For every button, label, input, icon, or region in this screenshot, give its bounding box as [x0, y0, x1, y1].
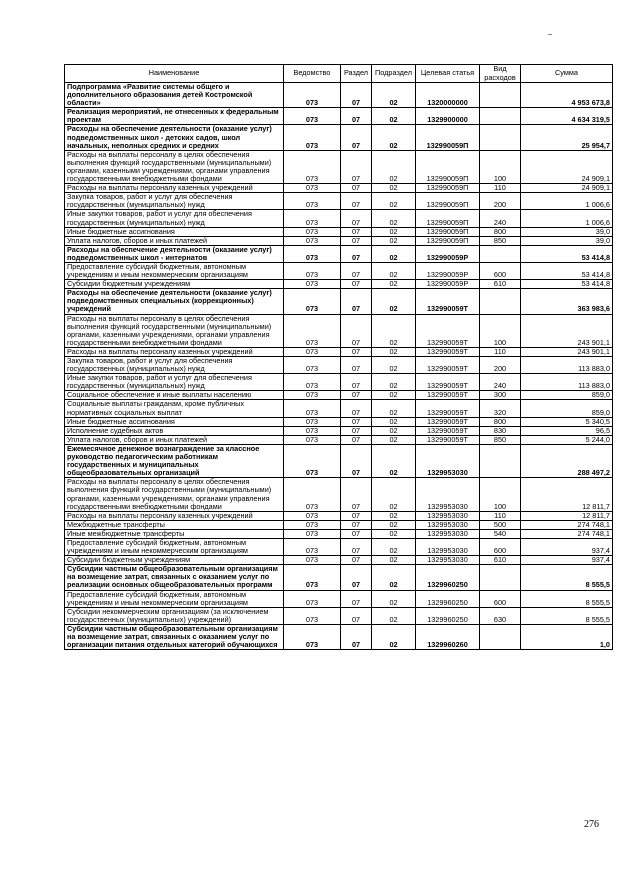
table-row — [65, 262, 613, 279]
row-sum: 243 901,1 — [521, 314, 613, 347]
row-podrazdel: 02 — [372, 400, 416, 417]
row-expense-type: 800 — [480, 227, 521, 236]
row-name: Расходы на выплаты персоналу казенных учреждений — [65, 347, 284, 356]
row-target-article: 132990059Т — [416, 435, 480, 444]
table-body — [65, 83, 613, 650]
table-row — [65, 83, 613, 108]
row-vedomstvo: 073 — [284, 607, 341, 624]
row-name: Иные межбюджетные трансферты — [65, 529, 284, 538]
row-razdel: 07 — [341, 108, 372, 125]
row-razdel: 07 — [341, 520, 372, 529]
table-row — [65, 556, 613, 565]
row-expense-type — [480, 289, 521, 314]
row-sum: 113 883,0 — [521, 374, 613, 391]
budget-sheet — [64, 64, 612, 650]
row-target-article: 132990059П — [416, 150, 480, 183]
row-expense-type: 240 — [480, 374, 521, 391]
row-razdel: 07 — [341, 444, 372, 477]
row-podrazdel: 02 — [372, 520, 416, 529]
row-razdel: 07 — [341, 125, 372, 150]
table-row — [65, 624, 613, 649]
row-expense-type: 100 — [480, 150, 521, 183]
row-vedomstvo: 073 — [284, 624, 341, 649]
row-razdel: 07 — [341, 391, 372, 400]
row-razdel: 07 — [341, 193, 372, 210]
row-target-article: 132990059П — [416, 184, 480, 193]
table-header-row — [65, 65, 613, 83]
row-razdel: 07 — [341, 314, 372, 347]
row-razdel: 07 — [341, 607, 372, 624]
row-razdel: 07 — [341, 184, 372, 193]
row-vedomstvo: 073 — [284, 227, 341, 236]
row-name: Субсидии частным общеобразовательным организациям на возмещение затрат, связанных с оказанием услуг по реализации основных общеобразовательных программ — [65, 565, 284, 590]
row-vedomstvo: 073 — [284, 417, 341, 426]
row-razdel: 07 — [341, 347, 372, 356]
row-podrazdel: 02 — [372, 108, 416, 125]
row-razdel: 07 — [341, 245, 372, 262]
row-vedomstvo: 073 — [284, 236, 341, 245]
row-name: Иные бюджетные ассигнования — [65, 417, 284, 426]
row-sum: 1 006,6 — [521, 210, 613, 227]
table-row — [65, 314, 613, 347]
row-target-article: 1329960260 — [416, 624, 480, 649]
row-target-article: 1329960250 — [416, 607, 480, 624]
row-sum: 274 748,1 — [521, 529, 613, 538]
row-name: Межбюджетные трансферты — [65, 520, 284, 529]
header-target-article: Целевая статья — [416, 65, 480, 83]
row-vedomstvo: 073 — [284, 184, 341, 193]
row-podrazdel: 02 — [372, 444, 416, 477]
row-sum: 53 414,8 — [521, 262, 613, 279]
row-vedomstvo: 073 — [284, 125, 341, 150]
row-target-article: 132990059П — [416, 210, 480, 227]
row-target-article: 132990059Т — [416, 347, 480, 356]
table-row — [65, 193, 613, 210]
row-sum: 4 953 673,8 — [521, 83, 613, 108]
row-expense-type: 200 — [480, 357, 521, 374]
row-vedomstvo: 073 — [284, 538, 341, 555]
row-name: Расходы на выплаты персоналу казенных учреждений — [65, 184, 284, 193]
row-sum: 243 901,1 — [521, 347, 613, 356]
row-target-article: 1329953030 — [416, 520, 480, 529]
row-podrazdel: 02 — [372, 426, 416, 435]
row-target-article: 1329953030 — [416, 478, 480, 511]
row-podrazdel: 02 — [372, 478, 416, 511]
row-expense-type: 240 — [480, 210, 521, 227]
row-target-article: 1329900000 — [416, 108, 480, 125]
row-podrazdel: 02 — [372, 347, 416, 356]
row-vedomstvo: 073 — [284, 391, 341, 400]
row-podrazdel: 02 — [372, 391, 416, 400]
row-sum: 274 748,1 — [521, 520, 613, 529]
row-expense-type — [480, 565, 521, 590]
row-name: Исполнение судебных актов — [65, 426, 284, 435]
row-podrazdel: 02 — [372, 529, 416, 538]
row-podrazdel: 02 — [372, 417, 416, 426]
row-vedomstvo: 073 — [284, 520, 341, 529]
table-row — [65, 108, 613, 125]
row-name: Расходы на обеспечение деятельности (оказание услуг) подведомственных школ - детских садов, школ начальных, неполных средних и средних — [65, 125, 284, 150]
row-expense-type: 610 — [480, 556, 521, 565]
table-row — [65, 374, 613, 391]
page-number: 276 — [584, 819, 599, 830]
row-vedomstvo: 073 — [284, 590, 341, 607]
row-razdel: 07 — [341, 236, 372, 245]
row-vedomstvo: 073 — [284, 444, 341, 477]
header-podrazdel: Подраздел — [372, 65, 416, 83]
row-podrazdel: 02 — [372, 590, 416, 607]
row-target-article: 132990059Т — [416, 374, 480, 391]
row-vedomstvo: 073 — [284, 435, 341, 444]
scan-mark — [548, 34, 552, 35]
row-sum: 8 555,5 — [521, 607, 613, 624]
row-expense-type: 300 — [480, 391, 521, 400]
row-sum: 5 340,5 — [521, 417, 613, 426]
row-target-article: 132990059Т — [416, 417, 480, 426]
table-row — [65, 227, 613, 236]
row-razdel: 07 — [341, 227, 372, 236]
row-razdel: 07 — [341, 511, 372, 520]
header-vedomstvo: Ведомство — [284, 65, 341, 83]
table-row — [65, 565, 613, 590]
budget-table — [64, 64, 613, 650]
row-name: Предоставление субсидий бюджетным, автономным учреждениям и иным некоммерческим организациям — [65, 538, 284, 555]
row-sum: 363 983,6 — [521, 289, 613, 314]
row-name: Расходы на обеспечение деятельности (оказание услуг) подведомственных школ - интернатов — [65, 245, 284, 262]
row-expense-type: 600 — [480, 262, 521, 279]
row-name: Предоставление субсидий бюджетным, автономным учреждениям и иным некоммерческим организациям — [65, 262, 284, 279]
row-razdel: 07 — [341, 538, 372, 555]
row-razdel: 07 — [341, 590, 372, 607]
row-expense-type: 200 — [480, 193, 521, 210]
table-row — [65, 150, 613, 183]
table-row — [65, 357, 613, 374]
row-target-article: 132990059Р — [416, 280, 480, 289]
row-sum: 1 006,6 — [521, 193, 613, 210]
table-row — [65, 347, 613, 356]
row-name: Реализация мероприятий, не отнесенных к федеральным проектам — [65, 108, 284, 125]
row-razdel: 07 — [341, 374, 372, 391]
row-name: Социальное обеспечение и иные выплаты населению — [65, 391, 284, 400]
table-row — [65, 236, 613, 245]
row-sum: 12 811,7 — [521, 511, 613, 520]
row-razdel: 07 — [341, 150, 372, 183]
row-podrazdel: 02 — [372, 280, 416, 289]
header-name: Наименование — [65, 65, 284, 83]
row-sum: 1,0 — [521, 624, 613, 649]
row-razdel: 07 — [341, 400, 372, 417]
row-razdel: 07 — [341, 426, 372, 435]
table-row — [65, 607, 613, 624]
row-name: Закупка товаров, работ и услуг для обеспечения государственных (муниципальных) нужд — [65, 193, 284, 210]
row-name: Закупка товаров, работ и услуг для обеспечения государственных (муниципальных) нужд — [65, 357, 284, 374]
row-name: Иные закупки товаров, работ и услуг для обеспечения государственных (муниципальных) нужд — [65, 374, 284, 391]
row-name: Субсидии бюджетным учреждениям — [65, 280, 284, 289]
row-podrazdel: 02 — [372, 227, 416, 236]
table-row — [65, 417, 613, 426]
row-expense-type — [480, 108, 521, 125]
row-name: Ежемесячное денежное вознаграждение за классное руководство педагогическим работникам государственных и муниципальных общеобразовательных организаций — [65, 444, 284, 477]
row-sum: 113 883,0 — [521, 357, 613, 374]
row-vedomstvo: 073 — [284, 150, 341, 183]
row-expense-type: 110 — [480, 184, 521, 193]
row-target-article: 1329953030 — [416, 538, 480, 555]
row-expense-type — [480, 245, 521, 262]
row-sum: 53 414,8 — [521, 280, 613, 289]
row-sum: 25 954,7 — [521, 125, 613, 150]
row-sum: 937,4 — [521, 556, 613, 565]
row-vedomstvo: 073 — [284, 556, 341, 565]
row-name: Уплата налогов, сборов и иных платежей — [65, 236, 284, 245]
row-sum: 24 909,1 — [521, 150, 613, 183]
row-sum: 288 497,2 — [521, 444, 613, 477]
row-expense-type: 610 — [480, 280, 521, 289]
row-name: Подпрограмма «Развитие системы общего и дополнительного образования детей Костромской области» — [65, 83, 284, 108]
row-podrazdel: 02 — [372, 245, 416, 262]
row-sum: 96,5 — [521, 426, 613, 435]
row-target-article: 132990059Т — [416, 426, 480, 435]
row-razdel: 07 — [341, 83, 372, 108]
row-name: Предоставление субсидий бюджетным, автономным учреждениям и иным некоммерческим организациям — [65, 590, 284, 607]
table-row — [65, 444, 613, 477]
row-target-article: 132990059Р — [416, 262, 480, 279]
table-row — [65, 435, 613, 444]
row-sum: 4 634 319,5 — [521, 108, 613, 125]
row-expense-type: 100 — [480, 314, 521, 347]
row-razdel: 07 — [341, 529, 372, 538]
row-podrazdel: 02 — [372, 193, 416, 210]
row-name: Уплата налогов, сборов и иных платежей — [65, 435, 284, 444]
row-sum: 12 811,7 — [521, 478, 613, 511]
row-podrazdel: 02 — [372, 150, 416, 183]
table-row — [65, 280, 613, 289]
table-row — [65, 400, 613, 417]
row-vedomstvo: 073 — [284, 83, 341, 108]
row-razdel: 07 — [341, 478, 372, 511]
table-row — [65, 245, 613, 262]
table-row — [65, 289, 613, 314]
row-name: Субсидии бюджетным учреждениям — [65, 556, 284, 565]
row-vedomstvo: 073 — [284, 314, 341, 347]
table-row — [65, 125, 613, 150]
row-podrazdel: 02 — [372, 125, 416, 150]
row-target-article: 1329960250 — [416, 565, 480, 590]
row-target-article: 132990059П — [416, 236, 480, 245]
table-row — [65, 520, 613, 529]
row-podrazdel: 02 — [372, 83, 416, 108]
table-row — [65, 590, 613, 607]
row-target-article: 132990059Т — [416, 357, 480, 374]
row-podrazdel: 02 — [372, 289, 416, 314]
row-razdel: 07 — [341, 565, 372, 590]
row-podrazdel: 02 — [372, 624, 416, 649]
row-razdel: 07 — [341, 556, 372, 565]
row-vedomstvo: 073 — [284, 210, 341, 227]
table-row — [65, 538, 613, 555]
row-podrazdel: 02 — [372, 357, 416, 374]
table-row — [65, 184, 613, 193]
row-expense-type: 100 — [480, 478, 521, 511]
table-row — [65, 391, 613, 400]
row-expense-type: 320 — [480, 400, 521, 417]
row-name: Расходы на выплаты персоналу в целях обеспечения выполнения функций государственными (муниципальными) органами, казенными учреждениями, органами управления государственными внебюджетными фондами — [65, 478, 284, 511]
row-vedomstvo: 073 — [284, 262, 341, 279]
table-row — [65, 426, 613, 435]
row-target-article: 1329960250 — [416, 590, 480, 607]
row-razdel: 07 — [341, 624, 372, 649]
row-target-article: 132990059Т — [416, 314, 480, 347]
row-sum: 859,0 — [521, 400, 613, 417]
header-razdel: Раздел — [341, 65, 372, 83]
row-expense-type: 830 — [480, 426, 521, 435]
table-row — [65, 210, 613, 227]
row-vedomstvo: 073 — [284, 193, 341, 210]
row-vedomstvo: 073 — [284, 426, 341, 435]
row-expense-type: 600 — [480, 538, 521, 555]
table-row — [65, 511, 613, 520]
row-podrazdel: 02 — [372, 538, 416, 555]
row-podrazdel: 02 — [372, 314, 416, 347]
row-razdel: 07 — [341, 262, 372, 279]
row-podrazdel: 02 — [372, 262, 416, 279]
row-razdel: 07 — [341, 289, 372, 314]
row-expense-type — [480, 83, 521, 108]
row-expense-type: 850 — [480, 435, 521, 444]
row-vedomstvo: 073 — [284, 400, 341, 417]
row-sum: 39,0 — [521, 227, 613, 236]
row-vedomstvo: 073 — [284, 280, 341, 289]
row-vedomstvo: 073 — [284, 529, 341, 538]
row-target-article: 132990059П — [416, 227, 480, 236]
row-podrazdel: 02 — [372, 236, 416, 245]
row-vedomstvo: 073 — [284, 478, 341, 511]
row-vedomstvo: 073 — [284, 347, 341, 356]
row-name: Субсидии некоммерческим организациям (за исключением государственных (муниципальных) учреждений) — [65, 607, 284, 624]
row-sum: 937,4 — [521, 538, 613, 555]
row-vedomstvo: 073 — [284, 374, 341, 391]
row-razdel: 07 — [341, 280, 372, 289]
row-sum: 53 414,8 — [521, 245, 613, 262]
row-sum: 8 555,5 — [521, 590, 613, 607]
row-name: Расходы на обеспечение деятельности (оказание услуг) подведомственных специальных (коррекционных) учреждений — [65, 289, 284, 314]
row-sum: 39,0 — [521, 236, 613, 245]
row-vedomstvo: 073 — [284, 565, 341, 590]
row-name: Расходы на выплаты персоналу в целях обеспечения выполнения функций государственными (муниципальными) органами, казенными учреждениями, органами управления государственными внебюджетными фондами — [65, 150, 284, 183]
row-podrazdel: 02 — [372, 511, 416, 520]
row-target-article: 132990059П — [416, 193, 480, 210]
row-name: Иные закупки товаров, работ и услуг для обеспечения государственных (муниципальных) нужд — [65, 210, 284, 227]
row-podrazdel: 02 — [372, 556, 416, 565]
row-vedomstvo: 073 — [284, 108, 341, 125]
header-expense-type: Вид расходов — [480, 65, 521, 83]
row-expense-type — [480, 444, 521, 477]
row-target-article: 1329953030 — [416, 556, 480, 565]
row-expense-type: 110 — [480, 347, 521, 356]
row-name: Иные бюджетные ассигнования — [65, 227, 284, 236]
row-sum: 8 555,5 — [521, 565, 613, 590]
row-target-article: 1320000000 — [416, 83, 480, 108]
row-target-article: 1329953030 — [416, 529, 480, 538]
row-podrazdel: 02 — [372, 565, 416, 590]
row-expense-type: 540 — [480, 529, 521, 538]
row-expense-type: 110 — [480, 511, 521, 520]
row-expense-type — [480, 125, 521, 150]
row-target-article: 132990059Р — [416, 245, 480, 262]
table-row — [65, 478, 613, 511]
row-target-article: 1329953030 — [416, 444, 480, 477]
row-expense-type: 600 — [480, 590, 521, 607]
row-podrazdel: 02 — [372, 435, 416, 444]
row-expense-type — [480, 624, 521, 649]
row-podrazdel: 02 — [372, 210, 416, 227]
row-expense-type: 630 — [480, 607, 521, 624]
row-razdel: 07 — [341, 357, 372, 374]
row-name: Расходы на выплаты персоналу в целях обеспечения выполнения функций государственными (муниципальными) органами, казенными учреждениями, органами управления государственными внебюджетными фондами — [65, 314, 284, 347]
header-sum: Сумма — [521, 65, 613, 83]
row-expense-type: 800 — [480, 417, 521, 426]
row-target-article: 132990059Т — [416, 391, 480, 400]
row-name: Социальные выплаты гражданам, кроме публичных нормативных социальных выплат — [65, 400, 284, 417]
row-sum: 5 244,0 — [521, 435, 613, 444]
row-sum: 24 909,1 — [521, 184, 613, 193]
row-sum: 859,0 — [521, 391, 613, 400]
row-vedomstvo: 073 — [284, 289, 341, 314]
row-target-article: 132990059Т — [416, 400, 480, 417]
row-vedomstvo: 073 — [284, 357, 341, 374]
row-podrazdel: 02 — [372, 607, 416, 624]
row-target-article: 132990059Т — [416, 289, 480, 314]
row-vedomstvo: 073 — [284, 511, 341, 520]
row-podrazdel: 02 — [372, 184, 416, 193]
row-target-article: 1329953030 — [416, 511, 480, 520]
row-razdel: 07 — [341, 417, 372, 426]
row-name: Расходы на выплаты персоналу казенных учреждений — [65, 511, 284, 520]
row-expense-type: 850 — [480, 236, 521, 245]
row-name: Субсидии частным общеобразовательным организациям на возмещение затрат, связанных с оказанием услуг по организации питания отдельных категорий обучающихся — [65, 624, 284, 649]
row-razdel: 07 — [341, 435, 372, 444]
row-target-article: 132990059П — [416, 125, 480, 150]
row-vedomstvo: 073 — [284, 245, 341, 262]
row-expense-type: 500 — [480, 520, 521, 529]
row-razdel: 07 — [341, 210, 372, 227]
table-row — [65, 529, 613, 538]
row-podrazdel: 02 — [372, 374, 416, 391]
